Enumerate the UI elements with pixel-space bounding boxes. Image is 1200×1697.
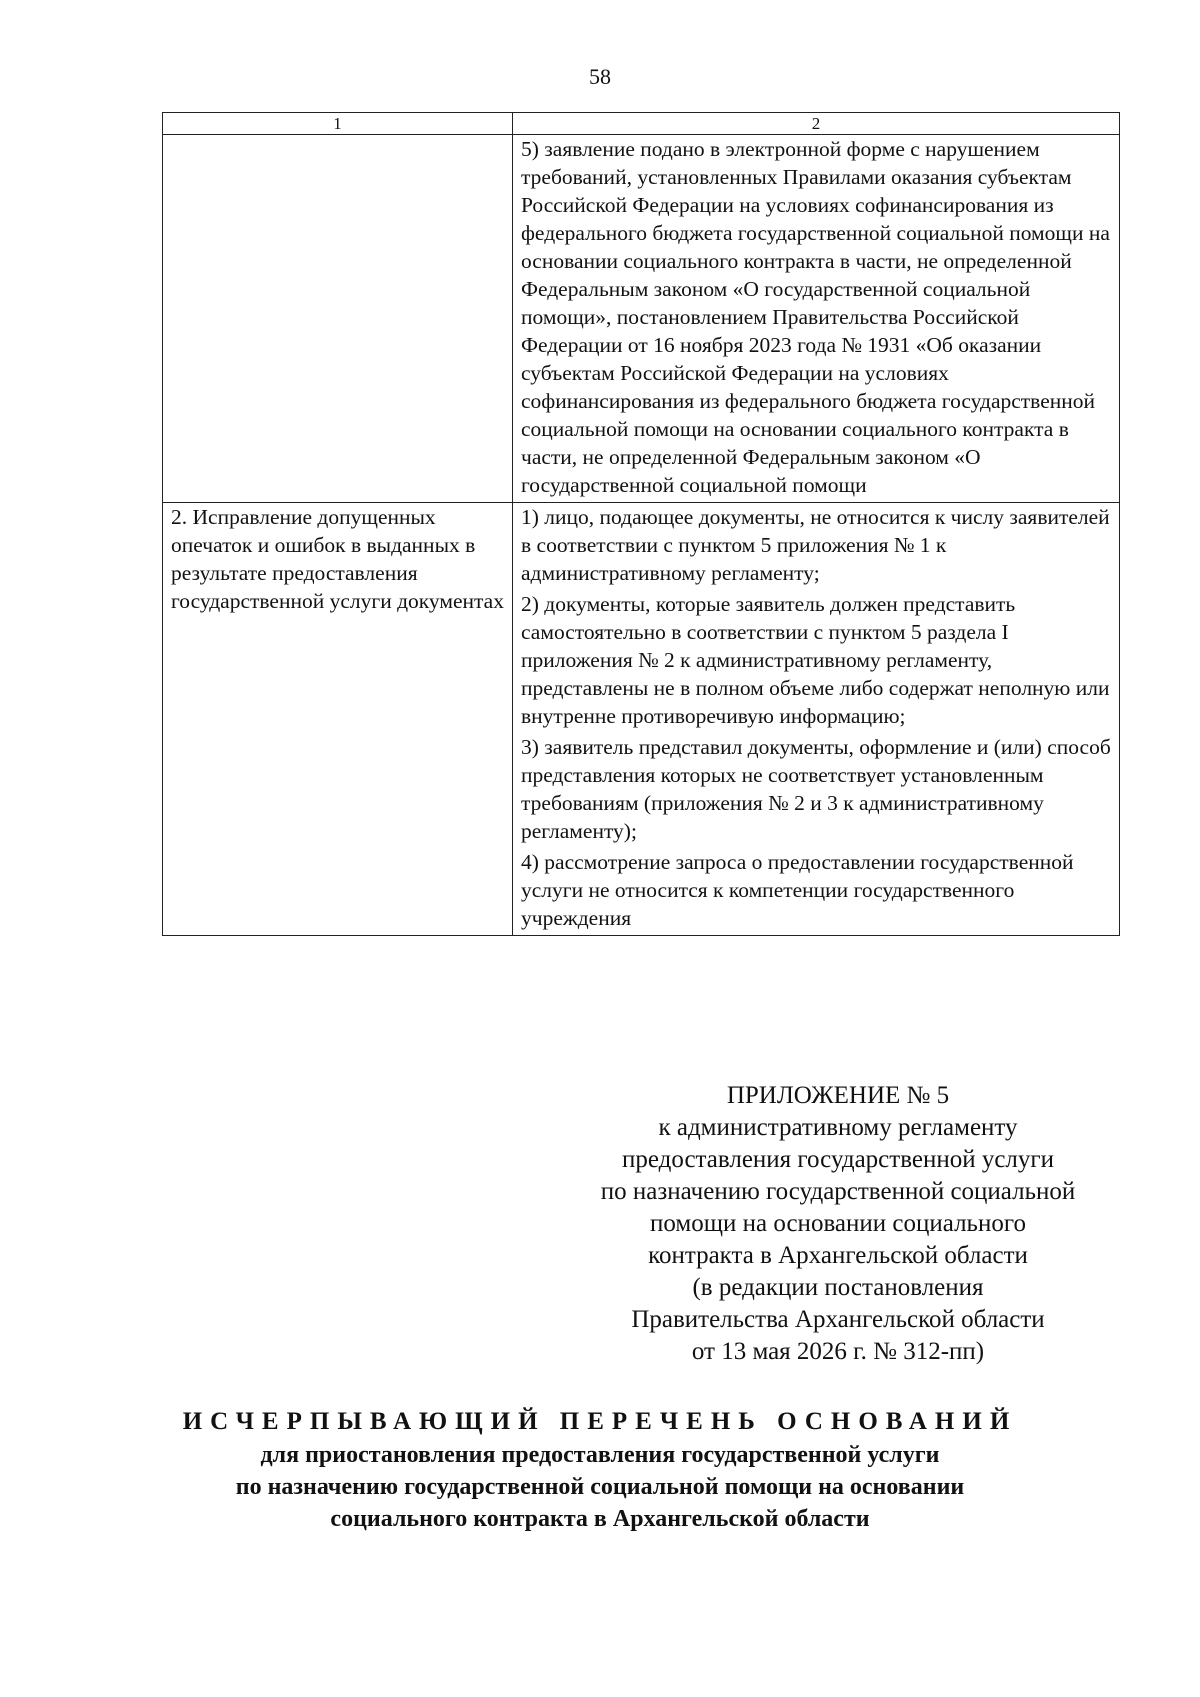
appendix-line: контракта в Архангельской области (648, 1242, 1028, 1269)
reason-item: 5) заявление подано в электронной форме с нарушением требований, установленных Правилами оказания субъектам Российской Федерации на условиях софинансирования из федерального бюджета государственной социальной помощи на основании социального контракта в части, не определенной Федеральным законом «О государственной социальной помощи», постановлением Правительства Российской Федерации от 16 ноября 2023 года № 1931 «Об оказании субъектам Российской Федерации на условиях софинансирования из федерального бюджета государственной социальной помощи на основании социального контракта в части, не определенной Федеральным законом «О государственной социальной помощи (521, 137, 1110, 497)
heading-subtitle-line: социального контракта в Архангельской области (330, 1506, 870, 1532)
appendix-line: от 13 мая 2026 г. № 312-пп) (691, 1338, 985, 1365)
table-row (163, 135, 1120, 503)
page-number: 58 (589, 64, 611, 89)
table-header-row (163, 113, 1120, 135)
heading-subtitle-line: для приостановления предоставления государственной услуги (260, 1442, 940, 1468)
heading-subtitle-line: по назначению государственной социальной помощи на основании (235, 1474, 965, 1500)
reason-item: 1) лицо, подающее документы, не относится к числу заявителей в соответствии с пунктом 5 приложения № 1 к административному регламенту; (521, 505, 1110, 585)
table-cell-service: 2. Исправление допущенных опечаток и ошибок в выданных в результате предоставления государственной услуги документах (163, 503, 513, 936)
table-cell-reasons (513, 135, 1120, 503)
table-header-col2: 2 (513, 113, 1120, 135)
appendix-line: Правительства Архангельской области (631, 1306, 1045, 1333)
appendix-line: (в редакции постановления (692, 1274, 984, 1301)
document-heading (0, 1405, 1200, 1535)
table-cell-reasons (513, 503, 1120, 936)
reason-item: 4) рассмотрение запроса о предоставлении государственной услуги не относится к компетенции государственного учреждения (521, 850, 1074, 930)
appendix-line: помощи на основании социального (650, 1210, 1026, 1237)
table-cell-service (163, 135, 513, 503)
reason-item: 3) заявитель представил документы, оформление и (или) способ представления которых не соответствует установленным требованиям (приложения № 2 и 3 к административному регламенту); (521, 735, 1111, 843)
heading-title: ИСЧЕРПЫВАЮЩИЙ ПЕРЕЧЕНЬ ОСНОВАНИЙ (182, 1408, 1018, 1435)
appendix-line: ПРИЛОЖЕНИЕ № 5 (726, 1082, 950, 1109)
table-header-col1: 1 (163, 113, 513, 135)
appendix-line: по назначению государственной социальной (600, 1178, 1076, 1205)
appendix-block (568, 1080, 1108, 1368)
reasons-table (162, 112, 1120, 936)
appendix-line: предоставления государственной услуги (621, 1146, 1055, 1173)
reason-item: 2) документы, которые заявитель должен представить самостоятельно в соответствии с пунктом 5 раздела I приложения № 2 к административному регламенту, представлены не в полном объеме либо содержат неполную или внутренне противоречивую информацию; (521, 592, 1110, 728)
appendix-line: к административному регламенту (658, 1114, 1018, 1141)
table-row (163, 503, 1120, 936)
